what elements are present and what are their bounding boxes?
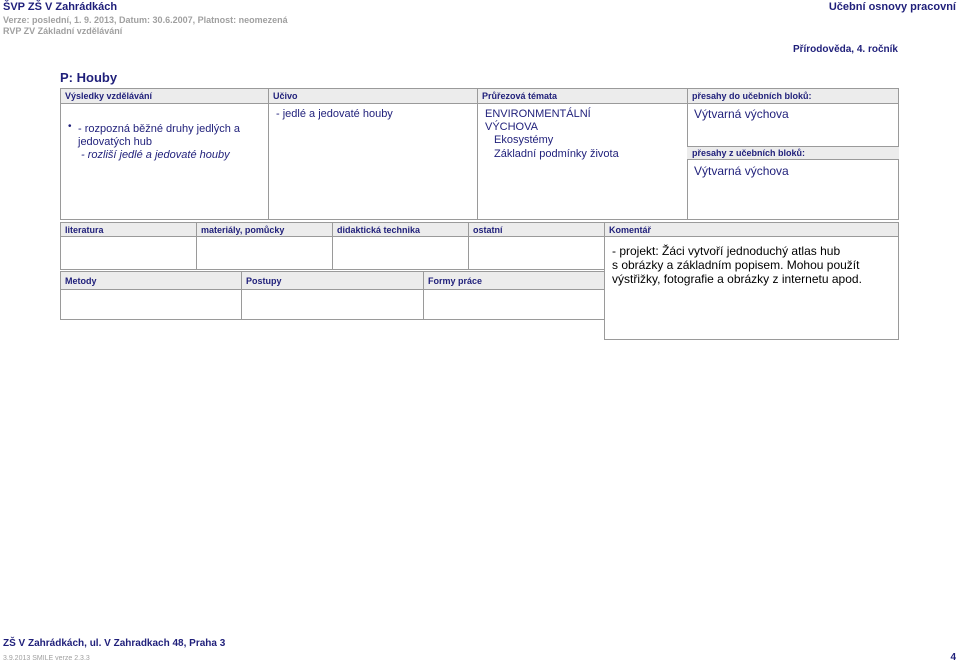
resource-header-literature: literatura	[60, 222, 197, 237]
subject-grade: Přírodověda, 4. ročník	[792, 44, 898, 55]
methods-cell	[60, 289, 242, 320]
column-header-overlap-to: přesahy do učebních bloků:	[687, 88, 899, 104]
overlap-from-value: Výtvarná výchova	[694, 164, 789, 178]
comment-line: - projekt: Žáci vytvoří jednoduchý atlas hub	[612, 244, 841, 258]
materials-cell	[196, 236, 333, 270]
bullet-icon: •	[68, 121, 72, 132]
resource-header-materials: materiály, pomůcky	[196, 222, 333, 237]
footer-school-address: ZŠ V Zahrádkách, ul. V Zahradkach 48, Praha 3	[3, 638, 226, 649]
footer-version: 3.9.2013 SMILE verze 2.3.3	[3, 655, 90, 662]
column-header-content: Učivo	[268, 88, 478, 104]
work-forms-header: Formy práce	[423, 271, 605, 290]
outcome-line: - rozpozná běžné druhy jedlých a	[78, 123, 241, 135]
column-header-outcomes: Výsledky vzdělávání	[60, 88, 269, 104]
topic-title: P: Houby	[60, 70, 118, 85]
rvp-info: RVP ZV Základní vzdělávání	[3, 26, 123, 36]
document-type: Učební osnovy pracovní	[828, 1, 956, 13]
outcome-line: - rozliší jedlé a jedovaté houby	[81, 149, 230, 161]
overlap-from-label: přesahy z učebních bloků:	[692, 148, 806, 158]
other-cell	[468, 236, 605, 270]
cross-topic-title: VÝCHOVA	[485, 121, 538, 133]
procedures-cell	[241, 289, 424, 320]
version-info: Verze: poslední, 1. 9. 2013, Datum: 30.6.2007, Platnost: neomezená	[3, 15, 288, 25]
procedures-header: Postupy	[241, 271, 424, 290]
comment-line: s obrázky a základním popisem. Mohou použít	[612, 258, 860, 272]
overlap-to-value: Výtvarná výchova	[694, 107, 789, 121]
comment-line: výstřižky, fotografie a obrázky z internetu apod.	[612, 272, 862, 286]
work-forms-cell	[423, 289, 605, 320]
page-number: 4	[950, 652, 956, 663]
resource-header-technique: didaktická technika	[332, 222, 469, 237]
cross-topic-item: Ekosystémy	[494, 134, 554, 146]
literature-cell	[60, 236, 197, 270]
cross-topic-item: Základní podmínky života	[494, 148, 619, 160]
methods-header: Metody	[60, 271, 242, 290]
technique-cell	[332, 236, 469, 270]
resource-header-comment: Komentář	[604, 222, 899, 237]
document-title: ŠVP ZŠ V Zahrádkách	[3, 1, 118, 13]
resource-header-other: ostatní	[468, 222, 605, 237]
content-item: - jedlé a jedovaté houby	[276, 108, 393, 120]
column-header-cross-topics: Průřezová témata	[477, 88, 688, 104]
outcome-line: jedovatých hub	[78, 136, 152, 148]
cross-topic-title: ENVIRONMENTÁLNÍ	[485, 108, 591, 120]
